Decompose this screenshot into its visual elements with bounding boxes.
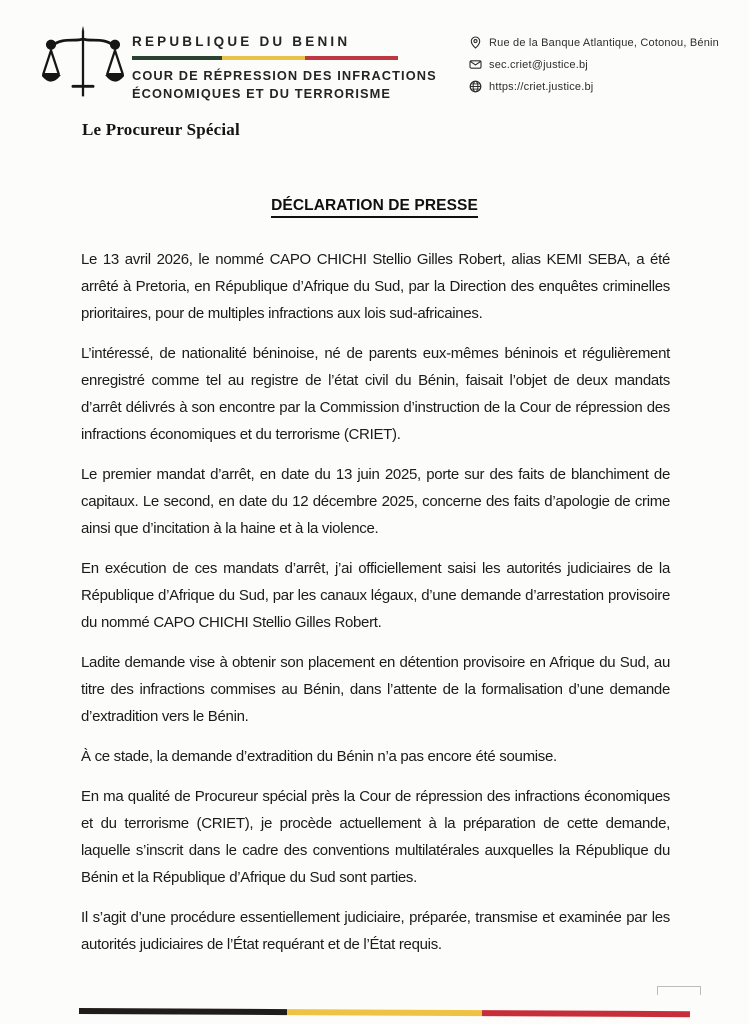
author-title: Le Procureur Spécial bbox=[82, 120, 240, 139]
contact-block bbox=[469, 24, 719, 102]
footer-black-segment bbox=[79, 1008, 287, 1015]
paragraph-procedure: Il s’agit d’une procédure essentiellement judiciaire, préparée, transmise et examinée par les autorités judiciaires de l’État requérant et de l’État requis. bbox=[81, 909, 670, 953]
paragraph-preparation: En ma qualité de Procureur spécial près la Cour de répression des infractions économiques et du terrorisme (CRIET), je procède actuellement à la préparation de cette demande, laquelle s’inscrit dans le cadre des conventions multilatérales auxquelles la République du Bénin et la République d’Afrique du Sud sont parties. bbox=[81, 788, 670, 886]
org-subtitle-line1: COUR DE RÉPRESSION DES INFRACTIONS bbox=[132, 68, 437, 83]
contact-website: https://criet.justice.bj bbox=[489, 80, 594, 93]
org-identity-block bbox=[132, 24, 437, 103]
location-pin-icon bbox=[469, 36, 482, 49]
document-title bbox=[0, 197, 749, 215]
contact-address-row bbox=[469, 36, 719, 49]
paragraph-identity: L’intéressé, de nationalité béninoise, né de parents eux-mêmes béninois et régulièrement enregistré comme tel au registre de l’état civil du Bénin, faisait l’objet de deux mandats d’arrêt délivrés à son encontre par la Commission d’instruction de la Cour de répression des infractions économiques et du terrorisme (CRIET). bbox=[81, 345, 670, 443]
org-subtitle-line2: ÉCONOMIQUES ET DU TERRORISME bbox=[132, 86, 392, 101]
flag-green-segment bbox=[132, 56, 222, 60]
footer-flag-bar bbox=[79, 1008, 690, 1017]
contact-email-row bbox=[469, 58, 719, 71]
footer-yellow-segment bbox=[287, 1009, 483, 1016]
scales-of-justice-logo bbox=[42, 24, 124, 108]
paragraph-warrants: Le premier mandat d’arrêt, en date du 13 juin 2025, porte sur des faits de blanchiment de capitaux. Le second, en date du 12 décembre 2025, concerne des faits d’apologie de crime ainsi que d’incitation à la haine et à la violence. bbox=[81, 466, 670, 537]
org-name: REPUBLIQUE DU BENIN bbox=[132, 34, 351, 49]
paragraph-detention: Ladite demande vise à obtenir son placement en détention provisoire en Afrique du Sud, au titre des infractions commises au Bénin, dans l’attente de la formalisation d’une demande d’extradition vers le Bénin. bbox=[81, 654, 670, 725]
contact-address: Rue de la Banque Atlantique, Cotonou, Bénin bbox=[489, 36, 719, 49]
footer-red-segment bbox=[482, 1010, 690, 1017]
contact-email: sec.criet@justice.bj bbox=[489, 58, 588, 71]
flag-yellow-segment bbox=[222, 56, 304, 60]
document-title-text: DÉCLARATION DE PRESSE bbox=[271, 197, 478, 218]
flag-red-segment bbox=[305, 56, 398, 60]
document-header bbox=[42, 24, 719, 108]
paragraph-arrest: Le 13 avril 2026, le nommé CAPO CHICHI Stellio Gilles Robert, alias KEMI SEBA, a été arrêté à Pretoria, en République d’Afrique du Sud, par la Direction des enquêtes criminelles prioritaires, pour de multiples infractions aux lois sud-africaines. bbox=[81, 251, 670, 322]
document-body bbox=[81, 246, 670, 971]
contact-website-row bbox=[469, 80, 719, 93]
benin-flag-divider bbox=[132, 56, 398, 60]
paragraph-extradition: À ce stade, la demande d’extradition du Bénin n’a pas encore été soumise. bbox=[81, 748, 557, 765]
globe-icon bbox=[469, 80, 482, 93]
paragraph-execution: En exécution de ces mandats d’arrêt, j’ai officiellement saisi les autorités judiciaires de la République d’Afrique du Sud, par les canaux légaux, d’une demande d’arrestation provisoire du nommé CAPO CHICHI Stellio Gilles Robert. bbox=[81, 560, 670, 631]
email-icon bbox=[469, 58, 482, 71]
scan-artifact-box bbox=[657, 986, 701, 995]
